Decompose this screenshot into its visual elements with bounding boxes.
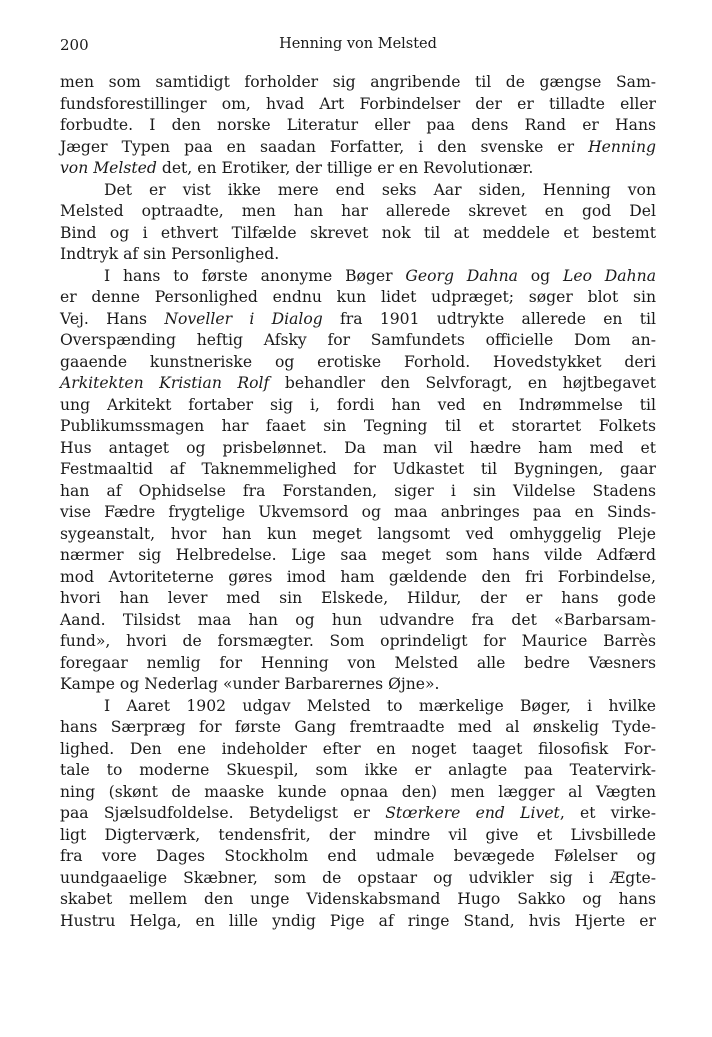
text-run: uundgaaelige Skæbner, som de opstaar og udvikler sig i Ægte- xyxy=(60,868,656,887)
text-run: ung Arkitekt fortaber sig i, fordi han ved en Indrømmelse til xyxy=(60,395,656,414)
text-line xyxy=(60,610,656,632)
text-run: Det er vist ikke mere end seks Aar siden, Henning von xyxy=(104,180,656,199)
text-run: Melsted optraadte, men han har allerede skrevet en god Del xyxy=(60,202,656,220)
body-text xyxy=(60,72,656,932)
text-line xyxy=(60,395,656,417)
text-run: forbudte. I den norske Literatur eller paa dens Rand er Hans xyxy=(60,116,656,134)
italic-title: Noveller i Dialog xyxy=(164,309,323,328)
text-line xyxy=(60,868,656,890)
text-run: hvori han lever med sin Elskede, Hildur, der er hans gode xyxy=(60,589,656,607)
text-line xyxy=(60,481,656,503)
text-run: mod Avtoriteterne gøres imod ham gældende den fri Forbindelse, xyxy=(60,567,656,586)
text-run: Hustru Helga, en lille yndig Pige af ringe Stand, hvis Hjerte er xyxy=(60,911,656,930)
text-line xyxy=(60,502,656,524)
text-run: fundsforestillinger om, hvad Art Forbindelser der er tilladte eller xyxy=(60,94,656,113)
text-line xyxy=(60,201,656,223)
text-run: behandler den Selvforagt, en højtbegavet xyxy=(269,374,656,392)
text-line xyxy=(60,438,656,460)
text-line xyxy=(60,373,656,395)
text-run: Vej. Hans xyxy=(60,309,165,328)
text-line xyxy=(60,889,656,911)
text-run: Jæger Typen paa en saadan Forfatter, i den svenske er xyxy=(60,137,589,156)
page-header xyxy=(60,36,656,62)
text-line xyxy=(60,545,656,567)
text-line xyxy=(60,846,656,868)
text-run: , et virke- xyxy=(559,804,656,822)
text-run: Festmaaltid af Taknemmelighed for Udkastet til Bygningen, gaar xyxy=(60,460,656,478)
text-run: fra 1901 udtrykte allerede en til xyxy=(322,309,656,328)
text-run: vise Fædre frygtelige Ukvemsord og maa anbringes paa en Sinds- xyxy=(60,503,656,521)
text-line xyxy=(60,739,656,761)
text-line xyxy=(60,158,656,180)
text-run: Aand. Tilsidst maa han og hun udvandre fra det «Barbarsam- xyxy=(60,610,656,629)
book-page xyxy=(60,36,656,932)
text-run: er denne Personlighed endnu kun lidet udpræget; søger blot sin xyxy=(60,288,656,306)
text-run: tale to moderne Skuespil, som ikke er anlagte paa Teatervirk- xyxy=(60,761,656,779)
page-number: 200 xyxy=(60,36,89,54)
italic-title: Arkitekten Kristian Rolf xyxy=(60,374,270,392)
text-run: Overspænding heftig Afsky for Samfundets officielle Dom an- xyxy=(60,331,656,349)
text-line xyxy=(60,717,656,739)
text-line xyxy=(60,459,656,481)
text-run: Hus antaget og prisbelønnet. Da man vil hædre ham med et xyxy=(60,438,656,457)
text-line xyxy=(60,674,656,696)
text-run: ning (skønt de maaske kunde opnaa den) men lægger al Vægten xyxy=(60,782,656,801)
text-line xyxy=(60,223,656,245)
text-line xyxy=(60,244,656,266)
italic-title: von Melsted xyxy=(60,159,157,177)
text-run: Indtryk af sin Personlighed. xyxy=(60,245,280,263)
text-run: fund», hvori de forsmægter. Som oprindeligt for Maurice Barrès xyxy=(60,632,656,650)
italic-title: Stœrkere end Livet xyxy=(385,804,560,822)
text-run: gaaende kunstneriske og erotiske Forhold. Hovedstykket deri xyxy=(60,352,656,371)
text-run: foregaar nemlig for Henning von Melsted alle bedre Væsners xyxy=(60,653,656,672)
text-line xyxy=(60,416,656,438)
italic-title: Leo Dahna xyxy=(563,266,656,285)
text-line xyxy=(60,352,656,374)
text-line xyxy=(60,115,656,137)
text-run: han af Ophidselse fra Forstanden, siger i sin Vildelse Stadens xyxy=(60,481,656,500)
text-line xyxy=(60,782,656,804)
text-run: ligt Digterværk, tendensfrit, der mindre vil give et Livsbillede xyxy=(60,825,656,844)
text-line xyxy=(60,631,656,653)
text-line xyxy=(60,588,656,610)
text-run: Bind og i ethvert Tilfælde skrevet nok til at meddele et bestemt xyxy=(60,223,656,242)
text-run: sygeanstalt, hvor han kun meget langsomt ved omhyggelig Pleje xyxy=(60,524,656,543)
text-line xyxy=(60,696,656,718)
text-run: I hans to første anonyme Bøger xyxy=(104,266,406,285)
text-run: skabet mellem den unge Videnskabsmand Hugo Sakko og hans xyxy=(60,890,656,908)
text-line xyxy=(60,330,656,352)
text-run: lighed. Den ene indeholder efter en noget taaget filosofisk For- xyxy=(60,739,656,758)
text-run: hans Særpræg for første Gang fremtraadte med al ønskelig Tyde- xyxy=(60,718,656,736)
running-head: Henning von Melsted xyxy=(279,36,437,52)
text-run: fra vore Dages Stockholm end udmale bevægede Følelser og xyxy=(60,847,656,865)
text-line xyxy=(60,137,656,159)
text-line xyxy=(60,309,656,331)
text-line xyxy=(60,760,656,782)
text-line xyxy=(60,803,656,825)
text-run: men som samtidigt forholder sig angribende til de gængse Sam- xyxy=(60,73,656,91)
text-run: nærmer sig Helbredelse. Lige saa meget som hans vilde Adfærd xyxy=(60,546,656,564)
italic-title: Henning xyxy=(588,137,656,156)
text-run: Kampe og Nederlag «under Barbarernes Øjne». xyxy=(60,675,440,693)
text-run: Publikumssmagen har faaet sin Tegning til et storartet Folkets xyxy=(60,417,656,435)
text-line xyxy=(60,911,656,933)
text-run: paa Sjælsudfoldelse. Betydeligst er xyxy=(60,804,386,822)
text-run: I Aaret 1902 udgav Melsted to mærkelige Bøger, i hvilke xyxy=(104,696,656,715)
text-run: og xyxy=(517,266,563,285)
text-line xyxy=(60,72,656,94)
text-line xyxy=(60,94,656,116)
text-line xyxy=(60,266,656,288)
text-line xyxy=(60,567,656,589)
text-line xyxy=(60,825,656,847)
text-line xyxy=(60,180,656,202)
italic-title: Georg Dahna xyxy=(405,266,518,285)
text-line xyxy=(60,287,656,309)
text-line xyxy=(60,653,656,675)
text-line xyxy=(60,524,656,546)
text-run: det, en Erotiker, der tillige er en Revolutionær. xyxy=(156,159,534,177)
